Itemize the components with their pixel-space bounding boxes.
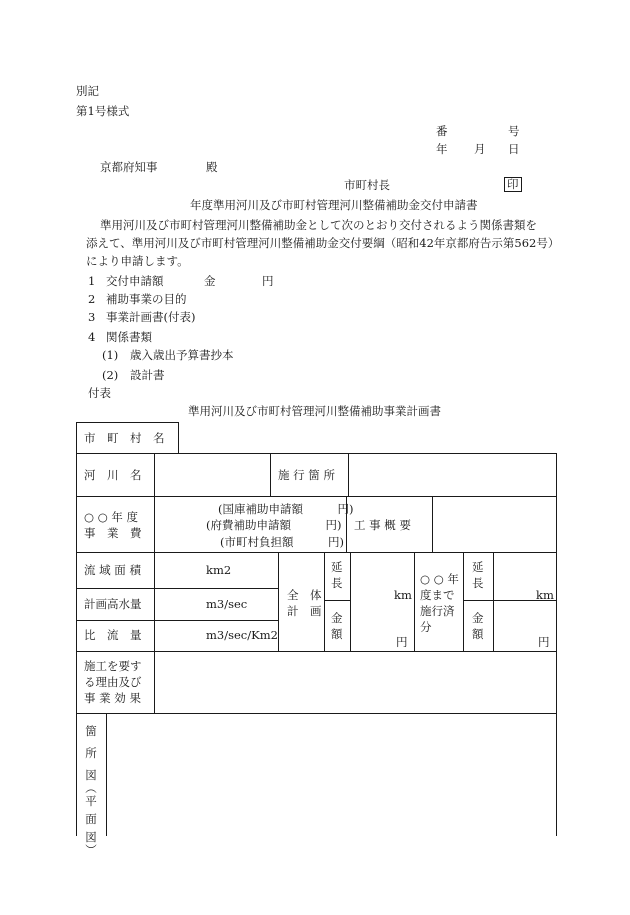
- amount-label: 額: [472, 627, 484, 641]
- amount-yen-label: 円: [262, 274, 274, 288]
- basin-area-label: 流 域 面 積: [84, 563, 141, 577]
- number-go-label: 号: [508, 124, 520, 138]
- item-label: 補助事業の目的: [106, 292, 187, 306]
- completed-label: 分: [420, 620, 432, 634]
- length-km-unit: km: [536, 588, 554, 602]
- prefectural-subsidy: (府費補助申請額 円): [206, 518, 342, 532]
- item-label: 事業計画書(付表): [106, 310, 196, 324]
- amount-label: 額: [331, 627, 343, 641]
- overall-plan-label: 計 画: [287, 604, 322, 618]
- completed-label: ○ ○ 年: [420, 572, 459, 586]
- item-number: 4: [88, 330, 96, 344]
- amount-yen-unit: 円: [396, 635, 408, 649]
- subitem-number: (2): [102, 368, 119, 382]
- amount-yen-unit: 円: [538, 635, 550, 649]
- date-day-label: 日: [508, 142, 520, 156]
- municipal-burden: (市町村負担額 円): [220, 535, 344, 549]
- length-label: 延: [472, 560, 484, 574]
- form-number: 第1号様式: [76, 104, 130, 118]
- date-month-label: 月: [474, 142, 486, 156]
- seal-mark: 印: [504, 177, 522, 192]
- site-label: 施 行 箇 所: [278, 468, 335, 482]
- item-number: 2: [88, 292, 96, 306]
- amount-label: 金: [331, 611, 343, 625]
- document-title: 年度準用河川及び市町村管理河川整備補助金交付申請書: [190, 198, 478, 212]
- river-name-label: 河 川 名: [84, 468, 142, 482]
- appendix-label: 付表: [88, 386, 111, 400]
- length-label: 延: [331, 560, 343, 574]
- annex-label: 別記: [76, 84, 99, 98]
- specific-discharge-unit: m3/sec/Km2: [206, 628, 278, 642]
- location-map-label: 箇 所 図 ︵ 平 面 図 ︶: [85, 724, 97, 857]
- applicant-label: 市町村長: [344, 178, 390, 192]
- flood-level-unit: m3/sec: [206, 597, 248, 611]
- length-km-unit: km: [394, 588, 412, 602]
- overall-plan-label: 全 体: [287, 588, 322, 602]
- table-title: 準用河川及び市町村管理河川整備補助事業計画書: [188, 404, 441, 418]
- reason-label: 施工を要す: [84, 659, 142, 673]
- work-summary-label: 工 事 概 要: [354, 518, 411, 532]
- completed-label: 施行済: [420, 604, 455, 618]
- number-ban-label: 番: [436, 124, 448, 138]
- completed-label: 度まで: [420, 588, 455, 602]
- reason-label: 事 業 効 果: [84, 691, 141, 705]
- item-label: 関係書類: [106, 330, 152, 344]
- item-number: 1: [88, 274, 96, 288]
- body-line: により申請します。: [86, 254, 189, 268]
- amount-label: 金: [472, 611, 484, 625]
- item-number: 3: [88, 310, 96, 324]
- addressee-name: 京都府知事: [100, 160, 158, 174]
- flood-level-label: 計画高水量: [84, 597, 142, 611]
- year-cost-label: 事 業 費: [84, 526, 142, 540]
- date-year-label: 年: [436, 142, 448, 156]
- subitem-label: 設計書: [130, 368, 165, 382]
- length-label: 長: [331, 576, 343, 590]
- amount-kin-label: 金: [204, 274, 216, 288]
- length-label: 長: [472, 576, 484, 590]
- national-subsidy: (国庫補助申請額 円): [218, 502, 354, 516]
- municipality-label: 市 町 村 名: [84, 431, 165, 445]
- body-line: 準用河川及び市町村管理河川整備補助金として次のとおり交付されるよう関係書類を: [100, 218, 537, 232]
- subitem-number: (1): [102, 348, 119, 362]
- basin-area-unit: km2: [206, 563, 232, 577]
- year-cost-label: ○ ○ 年 度: [84, 510, 139, 524]
- item-label: 交付申請額: [106, 274, 164, 288]
- reason-label: る理由及び: [84, 675, 142, 689]
- specific-discharge-label: 比 流 量: [84, 628, 142, 642]
- body-line: 添えて、準用河川及び市町村管理河川整備補助金交付要綱（昭和42年京都府告示第562号）: [86, 236, 560, 250]
- addressee-honorific: 殿: [206, 160, 218, 174]
- subitem-label: 歳入歳出予算書抄本: [130, 348, 234, 362]
